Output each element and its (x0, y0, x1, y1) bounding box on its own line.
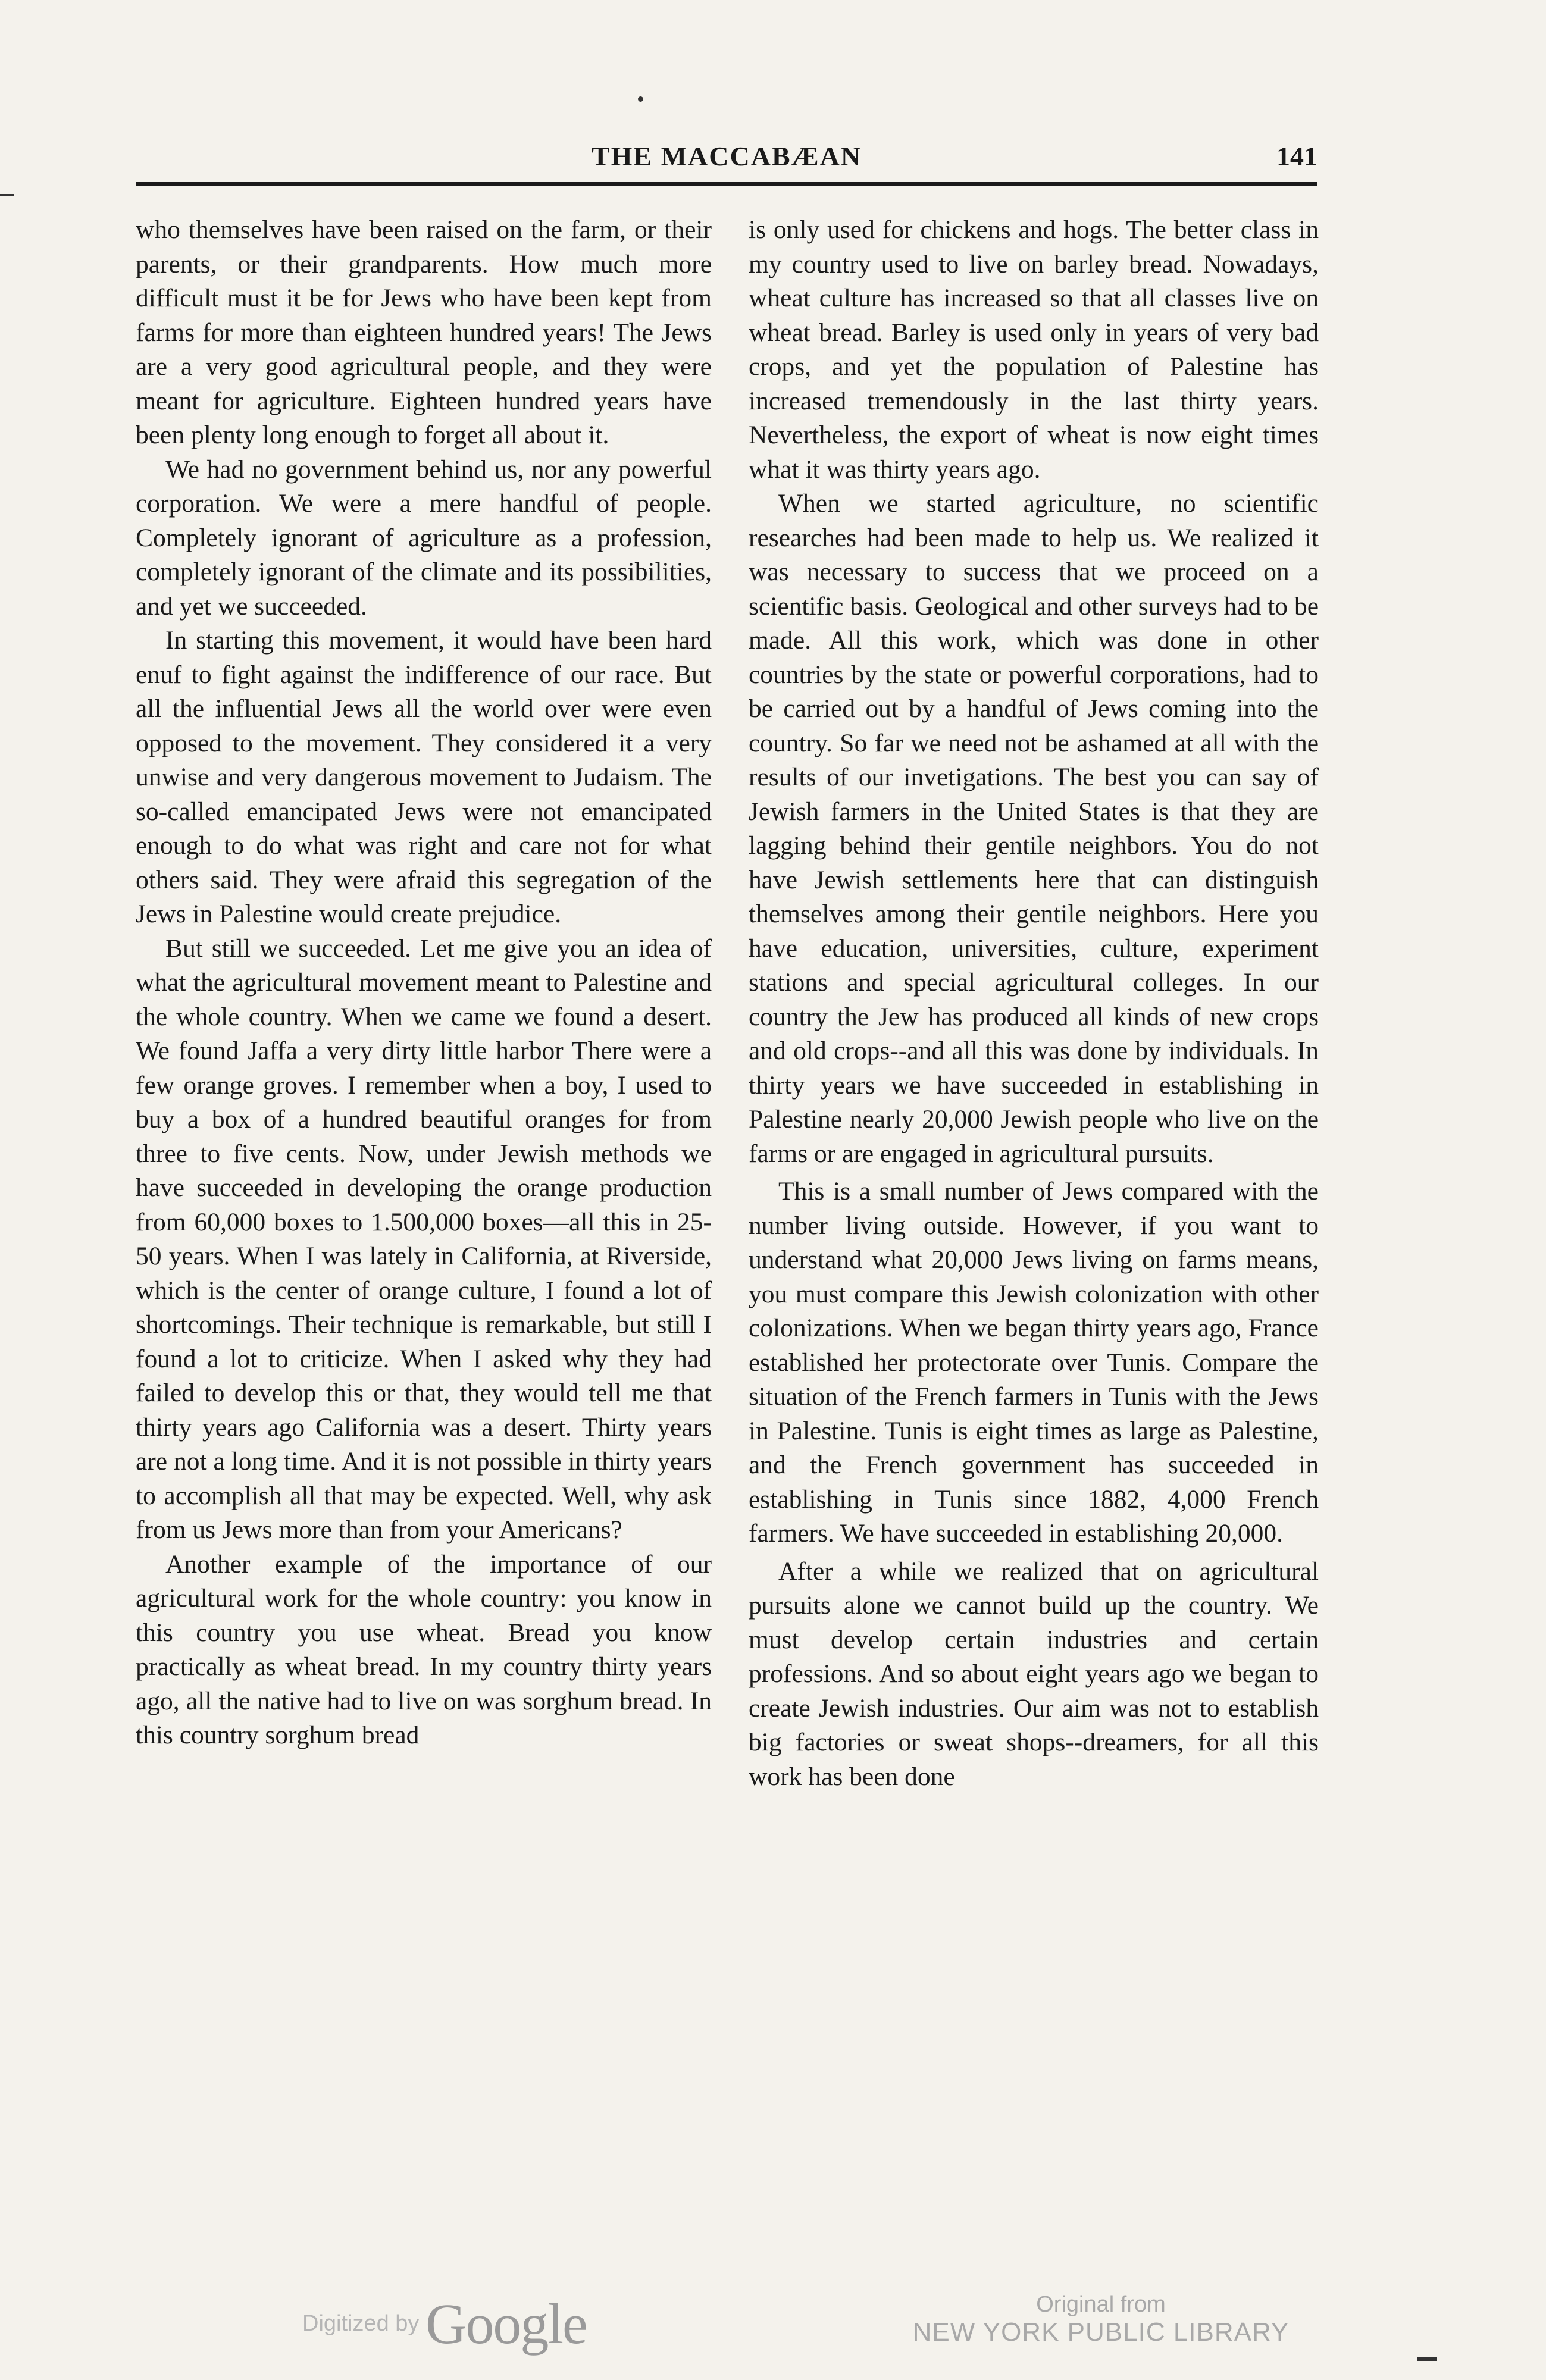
paragraph: In starting this movement, it would have been hard enuf to fight against the indifference of our race. But all the influential Jews all the world over were even opposed to the movement. They considered it a very unwise and very dangerous movement to Judaism. The so-called emancipated Jews were not emancipated enough to do what was right and care not for what others said. They were afraid this segregation of the Jews in Palestine would create prejudice. (136, 626, 712, 928)
digitized-by-label: Digitized by (302, 2311, 420, 2336)
paragraph: When we started agriculture, no scientific researches had been made to help us. We realized it was necessary to success that we proceed on a scientific basis. Geological and other surveys had to be made. All this work, which was done in other countries by the state or powerful corporations, had to be carried out by a handful of Jews coming into the country. So far we need not be ashamed at all with the results of our invetigations. The best you can say of Jewish farmers in the United States is that they are lagging behind their gentile neighbors. You do not have Jewish settlements here that can distinguish themselves among their gentile neighbors. Here you have education, universities, culture, experiment stations and special agricultural colleges. In our country the Jew has produced all kinds of new crops and old crops--and all this was done by individuals. In thirty years we have succeeded in establishing in Palestine nearly 20,000 Jewish people who live on the farms or are engaged in agricultural pursuits. (749, 489, 1319, 1168)
library-name: NEW YORK PUBLIC LIBRARY (912, 2318, 1290, 2347)
library-watermark (893, 2292, 1309, 2347)
left-column (136, 213, 712, 1753)
google-logo: Google (425, 2292, 587, 2356)
running-title: THE MACCABÆAN (591, 141, 862, 171)
page-header (136, 140, 1317, 182)
right-column (749, 213, 1319, 1794)
paragraph: This is a small number of Jews compared with the number living outside. However, if you want to understand what 20,000 Jews living on farms means, you must compare this Jewish colonization with other colonizations. When we began thirty years ago, France established her protectorate over Tunis. Compare the situation of the French farmers in Tunis with the Jews in Palestine. Tunis is eight times as large as Palestine, and the French government has succeeded in establishing in Tunis since 1882, 4,000 French farmers. We have succeeded in establishing 20,000. (749, 1177, 1319, 1548)
page-number: 141 (1276, 141, 1317, 171)
digitized-by-watermark (302, 2291, 587, 2357)
original-from-label: Original from (1036, 2292, 1166, 2317)
paragraph: After a while we realized that on agricultural pursuits alone we cannot build up the country. We must develop certain industries and certain professions. And so about eight years ago we began to create Jewish industries. Our aim was not to establish big factories or sweat shops--dreamers, for all this work has been done (749, 1557, 1319, 1791)
paragraph: But still we succeeded. Let me give you an idea of what the agricultural movement meant to Palestine and the whole country. When we came we found a desert. We found Jaffa a very dirty little harbor There were a few orange groves. I remember when a boy, I used to buy a box of a hundred beautiful oranges for from three to five cents. Now, under Jewish methods we have succeeded in developing the orange production from 60,000 boxes to 1.500,000 boxes—all this in 25-50 years. When I was lately in California, at Riverside, which is the center of orange culture, I found a lot of shortcomings. Their technique is remarkable, but still I found a lot to criticize. When I asked why they had failed to develop this or that, they would tell me that thirty years ago California was a desert. Thirty years are not a long time. And it is not possible in thirty years to accomplish all that may be expected. Well, why ask from us Jews more than from your Americans? (136, 934, 712, 1544)
paragraph: Another example of the importance of our agricultural work for the whole country: you know in this country you use wheat. Bread you know practically as wheat bread. In my country thirty years ago, all the native had to live on was sorghum bread. In this country sorghum bread (136, 1549, 712, 1749)
paragraph: who themselves have been raised on the farm, or their parents, or their grandparents. How much more difficult must it be for Jews who have been kept from farms for more than eighteen hundred years! The Jews are a very good agricultural people, and they were meant for agriculture. Eighteen hundred years have been plenty long enough to forget all about it. (136, 215, 712, 449)
header-rule (136, 182, 1317, 186)
paragraph: is only used for chickens and hogs. The better class in my country used to live on barley bread. Nowadays, wheat culture has increased so that all classes live on wheat bread. Barley is used only in years of very bad crops, and yet the population of Palestine has increased tremendously in the last thirty years. Nevertheless, the export of wheat is now eight times what it was thirty years ago. (749, 215, 1319, 484)
corner-mark (1417, 2357, 1437, 2361)
print-speck (638, 96, 643, 102)
margin-mark (0, 194, 14, 196)
paragraph: We had no government behind us, nor any powerful corporation. We were a mere handful of people. Completely ignorant of agriculture as a profession, completely ignorant of the climate and its possibilities, and yet we succeeded. (136, 455, 712, 621)
